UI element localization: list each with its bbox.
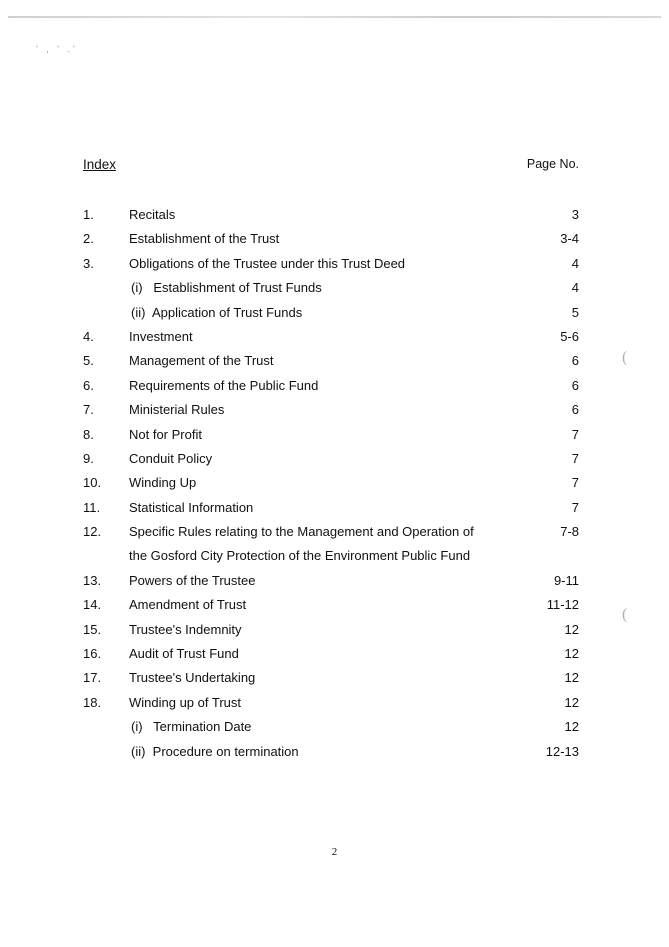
toc-entry-number: 11. [83, 499, 101, 515]
toc-entry-number: 8. [83, 426, 94, 442]
toc-entry-page: 7 [571, 475, 579, 491]
page-column-heading: Page No. [526, 157, 579, 171]
toc-row [83, 473, 579, 497]
toc-row [83, 376, 579, 400]
toc-entry-title: Management of the Trust [129, 353, 274, 369]
toc-entry-number: 15. [83, 621, 102, 637]
toc-entry-title: Requirements of the Public Fund [129, 377, 319, 393]
toc-row [83, 668, 579, 692]
toc-entry-title: Obligations of the Trustee under this Trust Deed [129, 255, 406, 271]
toc-entry-number: 2. [83, 231, 94, 247]
toc-entry-number: 10. [83, 475, 102, 491]
toc-entry-number: 17. [83, 670, 102, 686]
toc-row [83, 303, 579, 327]
toc-row [83, 498, 579, 522]
toc-entry-number: 18. [83, 694, 102, 710]
toc-row [83, 571, 579, 595]
toc-entry-page: 7 [571, 499, 579, 515]
table-of-contents [83, 205, 579, 766]
toc-entry-title: (ii) Application of Trust Funds [131, 304, 303, 320]
toc-entry-page: 7-8 [560, 524, 579, 540]
margin-mark: ( [622, 606, 628, 623]
toc-row [83, 620, 579, 644]
toc-entry-page: 12 [564, 670, 579, 686]
toc-entry-title: Audit of Trust Fund [129, 646, 239, 662]
toc-entry-page: 3-4 [560, 231, 579, 247]
toc-row [83, 229, 579, 253]
scan-edge-line [8, 16, 661, 18]
toc-entry-page: 9-11 [553, 572, 579, 588]
toc-entry-page: 4 [571, 280, 579, 296]
toc-row [83, 595, 579, 619]
toc-entry-number: 7. [83, 402, 94, 418]
toc-entry-title: Ministerial Rules [129, 402, 225, 418]
toc-entry-number: 9. [83, 450, 94, 466]
toc-entry-page: 3 [571, 207, 579, 222]
toc-entry-title: Establishment of the Trust [129, 231, 280, 247]
toc-entry-title: (i) Establishment of Trust Funds [131, 280, 322, 296]
toc-row [83, 742, 579, 766]
toc-entry-title: the Gosford City Protection of the Environment Public Fund [129, 548, 471, 564]
toc-entry-page: 12 [564, 646, 579, 662]
toc-entry-page: 5 [571, 304, 579, 320]
toc-entry-title: Not for Profit [129, 426, 202, 442]
toc-entry-title: Recitals [129, 207, 176, 222]
scan-specks: ' , ' .' [36, 44, 78, 54]
index-heading: Index [83, 157, 117, 172]
toc-entry-title: (ii) Procedure on termination [131, 743, 299, 759]
toc-entry-number: 4. [83, 328, 94, 344]
toc-entry-title: Trustee's Undertaking [129, 670, 256, 686]
toc-entry-page: 6 [571, 377, 579, 393]
toc-row [83, 644, 579, 668]
toc-entry-title: Investment [129, 328, 193, 344]
toc-entry-page: 12-13 [545, 743, 579, 759]
toc-row [83, 254, 579, 278]
toc-entry-number: 6. [83, 377, 94, 393]
toc-entry-page: 12 [564, 621, 579, 637]
page-number: 2 [331, 846, 338, 858]
toc-row [83, 693, 579, 717]
index-header [83, 157, 579, 177]
toc-entry-page: 4 [571, 255, 579, 271]
toc-entry-number: 1. [83, 207, 94, 222]
toc-row [83, 205, 579, 229]
toc-entry-number: 16. [83, 646, 102, 662]
toc-entry-title: Statistical Information [129, 499, 254, 515]
margin-mark: ( [622, 349, 628, 366]
toc-entry-title: Trustee's Indemnity [129, 621, 242, 637]
toc-entry-title: Specific Rules relating to the Management and Operation of [129, 524, 474, 540]
toc-entry-title: Amendment of Trust [129, 597, 247, 613]
toc-row [83, 278, 579, 302]
toc-entry-title: (i) Termination Date [131, 719, 252, 735]
toc-entry-number: 3. [83, 255, 94, 271]
toc-entry-number: 14. [83, 597, 102, 613]
toc-entry-page: 6 [571, 402, 579, 418]
toc-row [83, 400, 579, 424]
toc-entry-page: 7 [571, 450, 579, 466]
toc-row [83, 449, 579, 473]
toc-row [83, 522, 579, 546]
toc-entry-title: Conduit Policy [129, 450, 213, 466]
toc-entry-page: 7 [571, 426, 579, 442]
toc-row [83, 717, 579, 741]
toc-entry-title: Powers of the Trustee [129, 572, 256, 588]
toc-entry-page: 12 [564, 719, 579, 735]
toc-row [83, 425, 579, 449]
toc-entry-title: Winding up of Trust [129, 694, 241, 710]
toc-row [83, 327, 579, 351]
toc-entry-page: 5-6 [560, 328, 579, 344]
toc-entry-page: 12 [564, 694, 579, 710]
toc-entry-number: 13. [83, 572, 102, 588]
toc-row [83, 546, 579, 570]
toc-entry-page: 11-12 [546, 597, 579, 613]
toc-entry-number: 12. [83, 524, 102, 540]
toc-entry-title: Winding Up [129, 475, 197, 491]
toc-entry-number: 5. [83, 353, 94, 369]
toc-entry-page: 6 [571, 353, 579, 369]
toc-row [83, 351, 579, 375]
